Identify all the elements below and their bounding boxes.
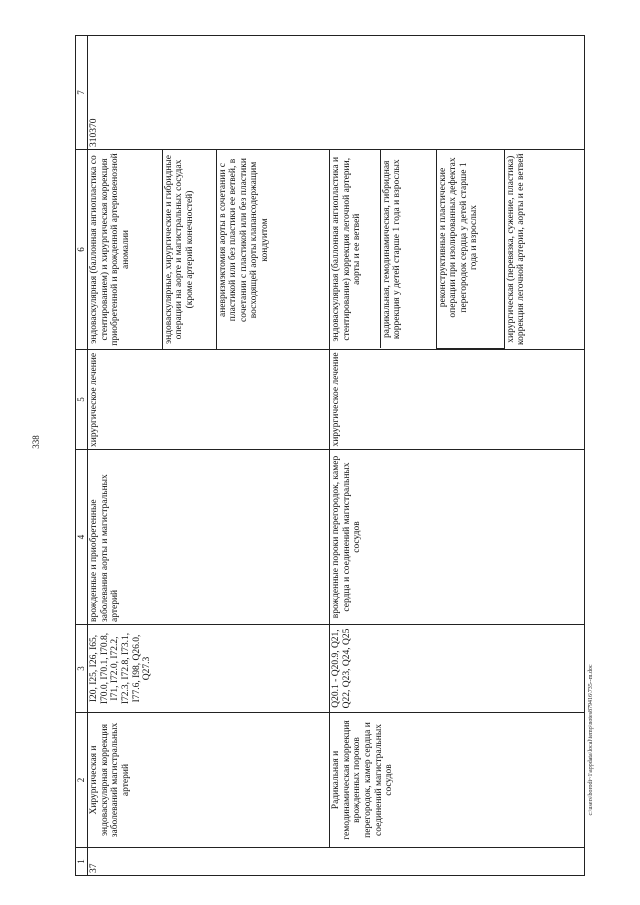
- column-number-1: 1: [76, 848, 88, 876]
- procedures-table: [75, 35, 585, 876]
- footer-file-path: c:\users\borodi~1\appdata\local\temp\notes879416\735--m.doc: [588, 664, 594, 816]
- icd-codes: Q20.1 - Q20.9, Q21, Q22, Q23, Q24, Q25: [330, 625, 585, 713]
- treatment-type: хирургическое лечение: [330, 350, 585, 450]
- table-area: [75, 36, 585, 876]
- methods-list: [330, 150, 584, 349]
- method-item: хирургическая (перевязка, сужение, пластика) коррекция легочной артерии, аорты и ее ветвей: [505, 153, 527, 345]
- method-item: реконструктивные и пластические операции при изолированных дефектах перегородок сердца у детей старше 1 года и взрослых: [436, 150, 504, 349]
- column-number-3: 3: [76, 625, 88, 713]
- icd-codes: I20, I25, I26, I65, I70.0, I70.1, I70.8, I71, I72.0, I72.2, I72.3, I72.8, I73.1, I77.6, I98, Q26.0, Q27.3: [88, 625, 330, 713]
- cost-code: 310370: [88, 36, 585, 150]
- rotated-table-wrapper: [75, 36, 585, 876]
- table-row: [88, 36, 330, 876]
- method-item: аневризмэктомия аорты в сочетании с пластикой или без пластики ее ветвей, в сочетании с пластикой или без пластики восходящей аорты клапансодержащим кондуитом: [217, 158, 270, 322]
- group-name: Хирургическая и эндоваскулярная коррекция заболеваний магистральных артерий: [88, 713, 330, 848]
- column-number-4: 4: [76, 450, 88, 625]
- patient-model: врожденные пороки перегородок, камер сердца и соединений магистральных сосудов: [330, 450, 585, 625]
- treatment-type: хирургическое лечение: [88, 350, 330, 450]
- method-item: радикальная, гемодинамическая, гибридная коррекция у детей старше 1 года и взрослых: [380, 150, 436, 349]
- method-item: эндоваскулярные, хирургические и гибридные операции на аорте и магистральных сосудах (кроме артерий конечностей): [162, 150, 216, 349]
- column-number-7: 7: [76, 36, 88, 150]
- group-name: Радикальная и гемодинамическая коррекция врожденных пороков перегородок, камер сердца и соединений магистральных сосудов: [330, 713, 585, 848]
- page-number: 338: [31, 435, 41, 449]
- treatment-methods: [88, 150, 330, 350]
- treatment-methods: [330, 150, 585, 350]
- column-number-6: 6: [76, 150, 88, 350]
- patient-model: врожденные и приобретенные заболевания аорты и магистральных артерий: [88, 450, 330, 625]
- method-item: эндоваскулярная (баллонная ангиопластика и стентирование) коррекция легочной артерии, аорты и ее ветвей: [330, 150, 380, 349]
- column-number-5: 5: [76, 350, 88, 450]
- column-number-2: 2: [76, 713, 88, 848]
- method-item: эндоваскулярная (баллонная ангиопластика со стентированием) и хирургическая коррекция приобретенной и врожденной артериовенозной аномалии: [88, 150, 162, 349]
- column-number-row: [76, 36, 88, 876]
- table-row: [330, 36, 585, 876]
- row-number: 37: [88, 848, 585, 876]
- methods-list: [88, 150, 329, 349]
